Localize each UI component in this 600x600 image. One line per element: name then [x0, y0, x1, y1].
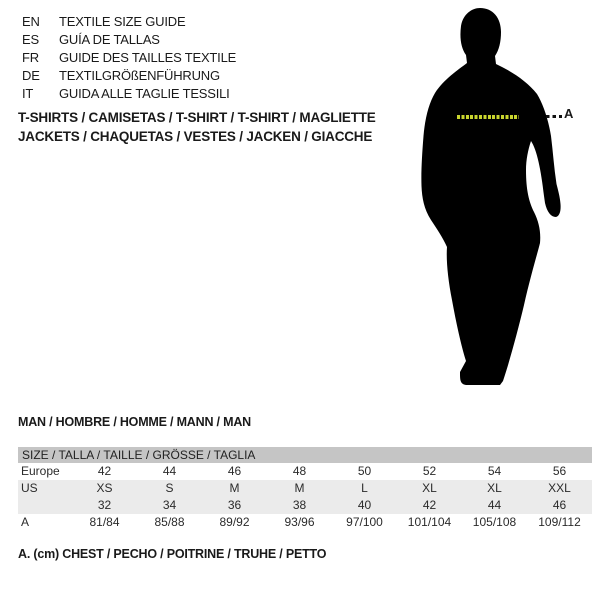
- size-cell: 36: [227, 498, 242, 512]
- measure-label-a: A: [564, 106, 574, 121]
- size-cell: 40: [357, 498, 372, 512]
- table-row-numeric: [18, 497, 592, 514]
- table-row-europe: [18, 463, 592, 480]
- size-cell: 52: [422, 464, 437, 478]
- language-code: EN: [22, 14, 40, 29]
- size-cell: 44: [162, 464, 177, 478]
- section-title-man: MAN / HOMBRE / HOMME / MANN / MAN: [18, 415, 251, 429]
- size-cell: 46: [552, 498, 567, 512]
- language-label: GUIDE DES TAILLES TEXTILE: [59, 50, 237, 65]
- size-cell: 93/96: [284, 515, 315, 529]
- size-cell: 42: [97, 464, 112, 478]
- size-cell: M: [294, 481, 305, 495]
- language-code: ES: [22, 32, 39, 47]
- measurement-footnote: A. (cm) CHEST / PECHO / POITRINE / TRUHE / PETTO: [18, 547, 327, 561]
- row-label: US: [21, 481, 38, 495]
- table-row-us: [18, 480, 592, 497]
- size-cell: XS: [96, 481, 113, 495]
- row-label: A: [21, 515, 30, 529]
- size-cell: 97/100: [346, 515, 383, 529]
- size-cell: M: [229, 481, 240, 495]
- size-cell: 89/92: [219, 515, 250, 529]
- language-label: GUÍA DE TALLAS: [59, 32, 160, 47]
- language-label: TEXTILE SIZE GUIDE: [59, 14, 186, 29]
- size-cell: 81/84: [89, 515, 120, 529]
- language-row-it: [22, 85, 236, 103]
- size-cell: XL: [487, 481, 502, 495]
- size-cell: 105/108: [472, 515, 517, 529]
- man-silhouette-icon: [410, 0, 580, 400]
- table-row-chest-a: [18, 514, 592, 531]
- row-label: [18, 497, 72, 514]
- size-cell: 44: [487, 498, 502, 512]
- size-cell: 38: [292, 498, 307, 512]
- language-code: DE: [22, 68, 40, 83]
- size-table-header: SIZE / TALLA / TAILLE / GRÖSSE / TAGLIA: [18, 447, 592, 463]
- size-cell: 42: [422, 498, 437, 512]
- size-cell: 54: [487, 464, 502, 478]
- size-cell: 48: [292, 464, 307, 478]
- size-cell: L: [361, 481, 368, 495]
- language-list: [22, 13, 236, 103]
- size-cell: 109/112: [538, 515, 581, 529]
- row-label: Europe: [21, 464, 60, 478]
- language-row-de: [22, 67, 236, 85]
- language-row-en: [22, 13, 236, 31]
- language-row-fr: [22, 49, 236, 67]
- garment-categories: [18, 108, 376, 146]
- measure-callout-dashes: [546, 115, 562, 118]
- man-silhouette-figure: [410, 0, 580, 400]
- chest-measurement-line: [457, 115, 519, 119]
- size-cell: 50: [357, 464, 372, 478]
- size-cell: S: [165, 481, 174, 495]
- category-line-tshirts: T-SHIRTS / CAMISETAS / T-SHIRT / T-SHIRT / MAGLIETTE: [18, 110, 376, 125]
- size-table: [18, 447, 592, 531]
- language-label: TEXTILGRÖßENFÜHRUNG: [59, 68, 220, 83]
- size-cell: 32: [97, 498, 112, 512]
- language-row-es: [22, 31, 236, 49]
- size-cell: XXL: [548, 481, 571, 495]
- language-code: IT: [22, 86, 34, 101]
- size-cell: 101/104: [407, 515, 452, 529]
- category-line-jackets: JACKETS / CHAQUETAS / VESTES / JACKEN / GIACCHE: [18, 129, 373, 144]
- size-cell: 56: [552, 464, 567, 478]
- size-cell: XL: [422, 481, 437, 495]
- size-cell: 46: [227, 464, 242, 478]
- size-cell: 34: [162, 498, 177, 512]
- language-code: FR: [22, 50, 39, 65]
- size-cell: 85/88: [154, 515, 185, 529]
- language-label: GUIDA ALLE TAGLIE TESSILI: [59, 86, 230, 101]
